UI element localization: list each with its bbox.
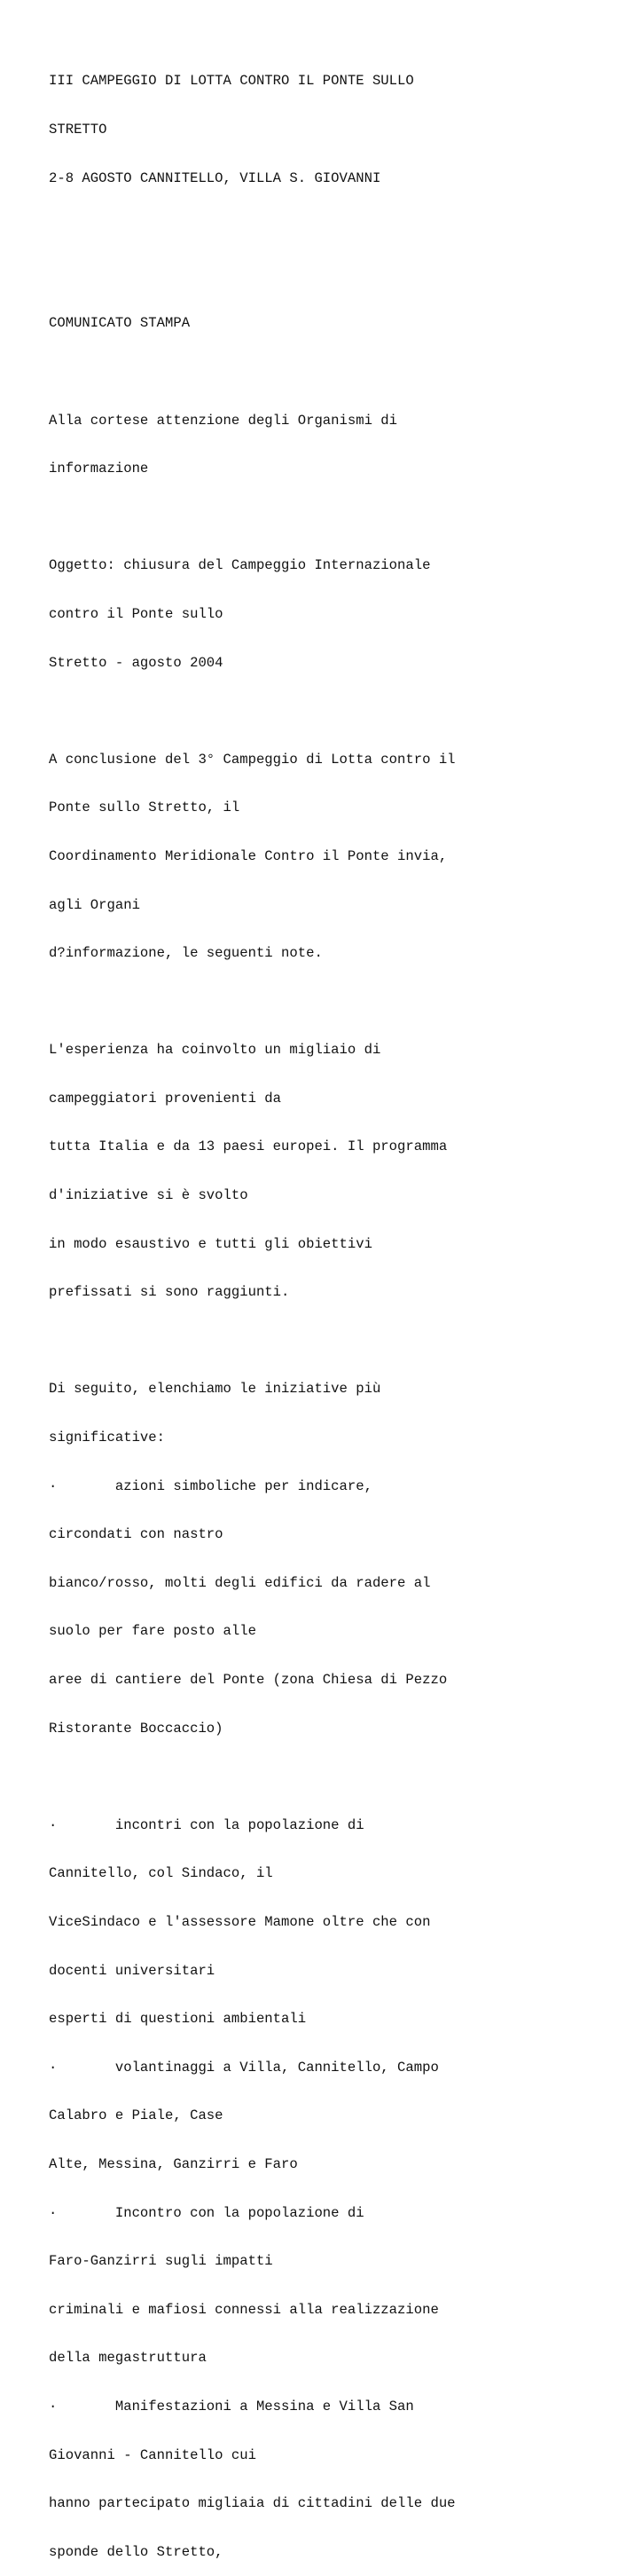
- doc-line-blank: [49, 267, 625, 283]
- doc-line-blank: [49, 703, 625, 719]
- doc-list-item: · azioni simboliche per indicare,: [49, 1477, 372, 1494]
- doc-line: ViceSindaco e l'assessore Mamone oltre che con: [49, 1913, 431, 1930]
- doc-line: suolo per fare posto alle: [49, 1623, 256, 1640]
- doc-line: Alte, Messina, Ganzirri e Faro: [49, 2155, 298, 2172]
- doc-line-blank: [49, 218, 625, 234]
- doc-line: Ponte sullo Stretto, il: [49, 800, 240, 816]
- doc-line-title-1: III CAMPEGGIO DI LOTTA CONTRO IL PONTE SULLO: [49, 73, 414, 90]
- doc-line: della megastruttura: [49, 2350, 207, 2367]
- doc-line: informazione: [49, 461, 149, 477]
- doc-line: criminali e mafiosi connessi alla realizzazione: [49, 2301, 439, 2318]
- doc-line: circondati con nastro: [49, 1526, 223, 1543]
- doc-line: Coordinamento Meridionale Contro il Ponte invia,: [49, 847, 448, 864]
- document-page: [49, 41, 625, 2576]
- doc-line-blank: [49, 1333, 625, 1349]
- doc-line: L'esperienza ha coinvolto un migliaio di: [49, 1042, 381, 1059]
- doc-line: d'iniziative si è svolto: [49, 1187, 248, 1204]
- doc-line-blank: [49, 994, 625, 1010]
- doc-line-title-2: STRETTO: [49, 122, 107, 138]
- doc-line: A conclusione del 3° Campeggio di Lotta contro il: [49, 751, 456, 768]
- doc-line: Di seguito, elenchiamo le iniziative più: [49, 1381, 381, 1398]
- doc-line: sponde dello Stretto,: [49, 2543, 223, 2560]
- doc-list-item: · volantinaggi a Villa, Cannitello, Campo: [49, 2059, 439, 2076]
- doc-line: prefissati si sono raggiunti.: [49, 1284, 290, 1301]
- doc-line-blank: [49, 1769, 625, 1784]
- doc-line-dates: 2-8 AGOSTO CANNITELLO, VILLA S. GIOVANNI: [49, 169, 381, 186]
- doc-line: Giovanni - Cannitello cui: [49, 2446, 256, 2463]
- doc-line: tutta Italia e da 13 paesi europei. Il programma: [49, 1138, 448, 1155]
- doc-line: bianco/rosso, molti degli edifici da radere al: [49, 1574, 431, 1591]
- doc-list-item: · incontri con la popolazione di: [49, 1816, 364, 1833]
- doc-line-blank: [49, 509, 625, 525]
- doc-line: Faro-Ganzirri sugli impatti: [49, 2253, 273, 2270]
- doc-line: docenti universitari: [49, 1962, 215, 1979]
- doc-line: hanno partecipato migliaia di cittadini delle due: [49, 2495, 456, 2512]
- doc-line-heading: COMUNICATO STAMPA: [49, 315, 191, 332]
- doc-line: contro il Ponte sullo: [49, 605, 223, 622]
- doc-line-blank: [49, 364, 625, 380]
- doc-line: aree di cantiere del Ponte (zona Chiesa di Pezzo: [49, 1672, 448, 1688]
- doc-list-item: · Manifestazioni a Messina e Villa San: [49, 2398, 414, 2415]
- doc-line: significative:: [49, 1430, 166, 1446]
- doc-line: in modo esaustivo e tutti gli obiettivi: [49, 1235, 372, 1252]
- doc-line: Cannitello, col Sindaco, il: [49, 1865, 273, 1882]
- doc-line: campeggiatori provenienti da: [49, 1090, 282, 1107]
- doc-line: esperti di questioni ambientali: [49, 2011, 307, 2028]
- doc-list-item: · Incontro con la popolazione di: [49, 2204, 364, 2221]
- doc-line: Calabro e Piale, Case: [49, 2107, 223, 2124]
- doc-line: Ristorante Boccaccio): [49, 1720, 223, 1737]
- doc-line: agli Organi: [49, 896, 140, 913]
- doc-line: d?informazione, le seguenti note.: [49, 945, 323, 962]
- doc-line-subject: Oggetto: chiusura del Campeggio Internazionale: [49, 557, 431, 574]
- doc-line: Alla cortese attenzione degli Organismi di: [49, 412, 398, 429]
- doc-line: Stretto - agosto 2004: [49, 654, 223, 671]
